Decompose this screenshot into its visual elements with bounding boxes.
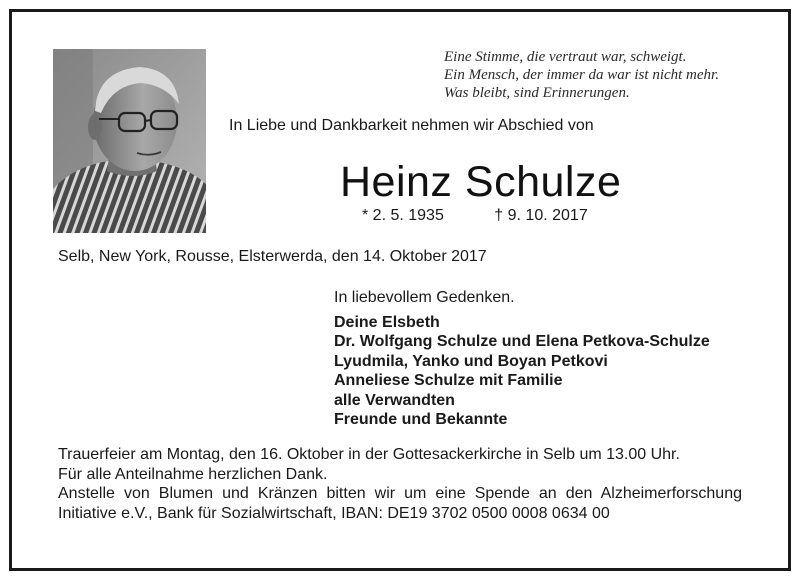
life-dates	[362, 207, 588, 225]
poem-line: Eine Stimme, die vertraut war, schweigt.	[444, 49, 687, 65]
mourners-list	[334, 313, 710, 429]
mourner: Deine Elsbeth	[334, 314, 440, 331]
portrait-photo	[53, 49, 206, 233]
thanks-line: Für alle Anteilnahme herzlichen Dank.	[58, 465, 328, 483]
funeral-info: Trauerfeier am Montag, den 16. Oktober in der Gottesackerkirche in Selb um 13.00 Uhr.	[58, 446, 680, 463]
poem-line: Was bleibt, sind Erinnerungen.	[444, 85, 630, 101]
mourner: alle Verwandten	[334, 391, 455, 409]
poem	[444, 48, 719, 102]
place-date: Selb, New York, Rousse, Elsterwerda, den 14. Oktober 2017	[58, 248, 487, 265]
mourner: Anneliese Schulze mit Familie	[334, 372, 563, 390]
deceased-name: Heinz Schulze	[340, 158, 622, 206]
mourner: Lyudmila, Yanko und Boyan Petkovi	[334, 352, 608, 370]
donation-info: Anstelle von Blumen und Kränzen bitten wir um eine Spende an den Alzheimerforschung Initiative e.V., Bank für Sozialwirtschaft, IBAN: DE19 3702 0500 0008 0634 00	[58, 485, 742, 522]
intro-text: In Liebe und Dankbarkeit nehmen wir Abschied von	[229, 117, 594, 134]
poem-line: Ein Mensch, der immer da war ist nicht mehr.	[444, 67, 719, 83]
service-info	[58, 445, 742, 523]
mourner: Dr. Wolfgang Schulze und Elena Petkova-Schulze	[334, 333, 710, 351]
mourner: Freunde und Bekannte	[334, 411, 508, 429]
memory-line: In liebevollem Gedenken.	[334, 289, 515, 306]
death-date: † 9. 10. 2017	[494, 207, 588, 224]
birth-date: * 2. 5. 1935	[362, 207, 444, 224]
